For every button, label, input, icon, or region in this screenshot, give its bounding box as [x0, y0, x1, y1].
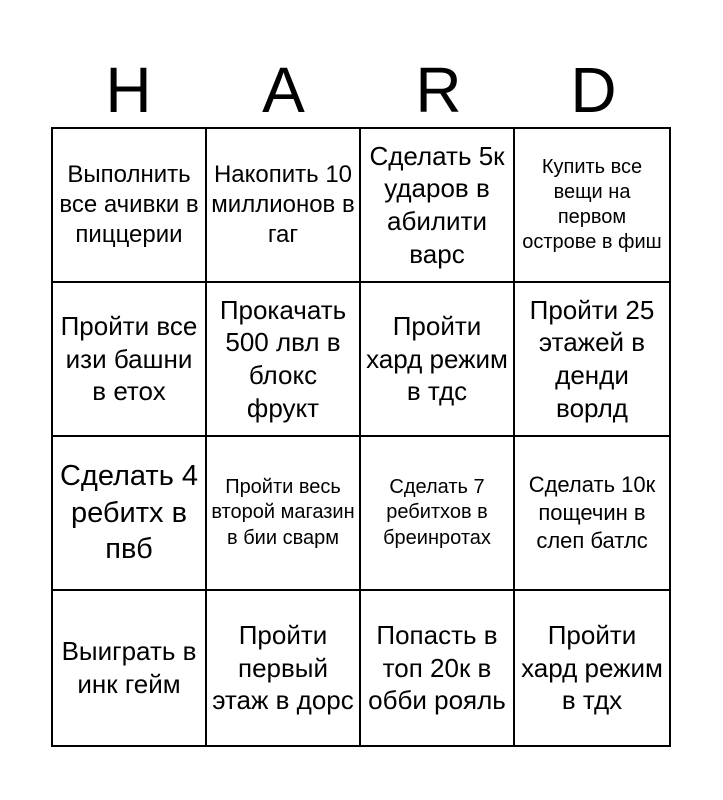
bingo-cell-r2c3[interactable]: Пройти хард режим в тдс [361, 283, 515, 437]
bingo-header [51, 52, 671, 128]
bingo-cell-r2c2[interactable]: Прокачать 500 лвл в блокс фрукт [207, 283, 361, 437]
bingo-cell-r3c3[interactable]: Сделать 7 ребитхов в бреинротах [361, 437, 515, 591]
bingo-cell-r3c4[interactable]: Сделать 10к пощечин в слеп батлс [515, 437, 669, 591]
bingo-cell-r2c4[interactable]: Пройти 25 этажей в денди ворлд [515, 283, 669, 437]
header-letter-d: D [570, 54, 617, 126]
bingo-cell-r3c1[interactable]: Сделать 4 ребитх в пвб [53, 437, 207, 591]
header-letter-a: A [262, 54, 305, 126]
header-letter-r: R [415, 54, 462, 126]
header-letter-h: H [105, 54, 152, 126]
bingo-cell-r4c4[interactable]: Пройти хард режим в тдх [521, 619, 663, 716]
bingo-cell-r4c3[interactable]: Попасть в топ 20к в обби рояль [361, 591, 515, 745]
bingo-cell-r4c2[interactable]: Пройти первый этаж в дорс [207, 591, 361, 745]
bingo-grid [51, 127, 671, 747]
bingo-cell-r1c4[interactable]: Купить все вещи на первом острове в фиш [515, 129, 669, 283]
bingo-cell-r1c1[interactable]: Выполнить все ачивки в пиццерии [53, 129, 207, 283]
bingo-cell-r1c3[interactable]: Сделать 5к ударов в абилити варс [361, 129, 515, 283]
bingo-cell-r2c1[interactable]: Пройти все изи башни в етох [53, 283, 207, 437]
bingo-cell-r4c1[interactable]: Выиграть в инк гейм [53, 591, 207, 745]
bingo-cell-r1c2[interactable]: Накопить 10 миллионов в гаг [207, 129, 361, 283]
bingo-cell-r3c2[interactable]: Пройти весь второй магазин в бии сварм [207, 437, 361, 591]
